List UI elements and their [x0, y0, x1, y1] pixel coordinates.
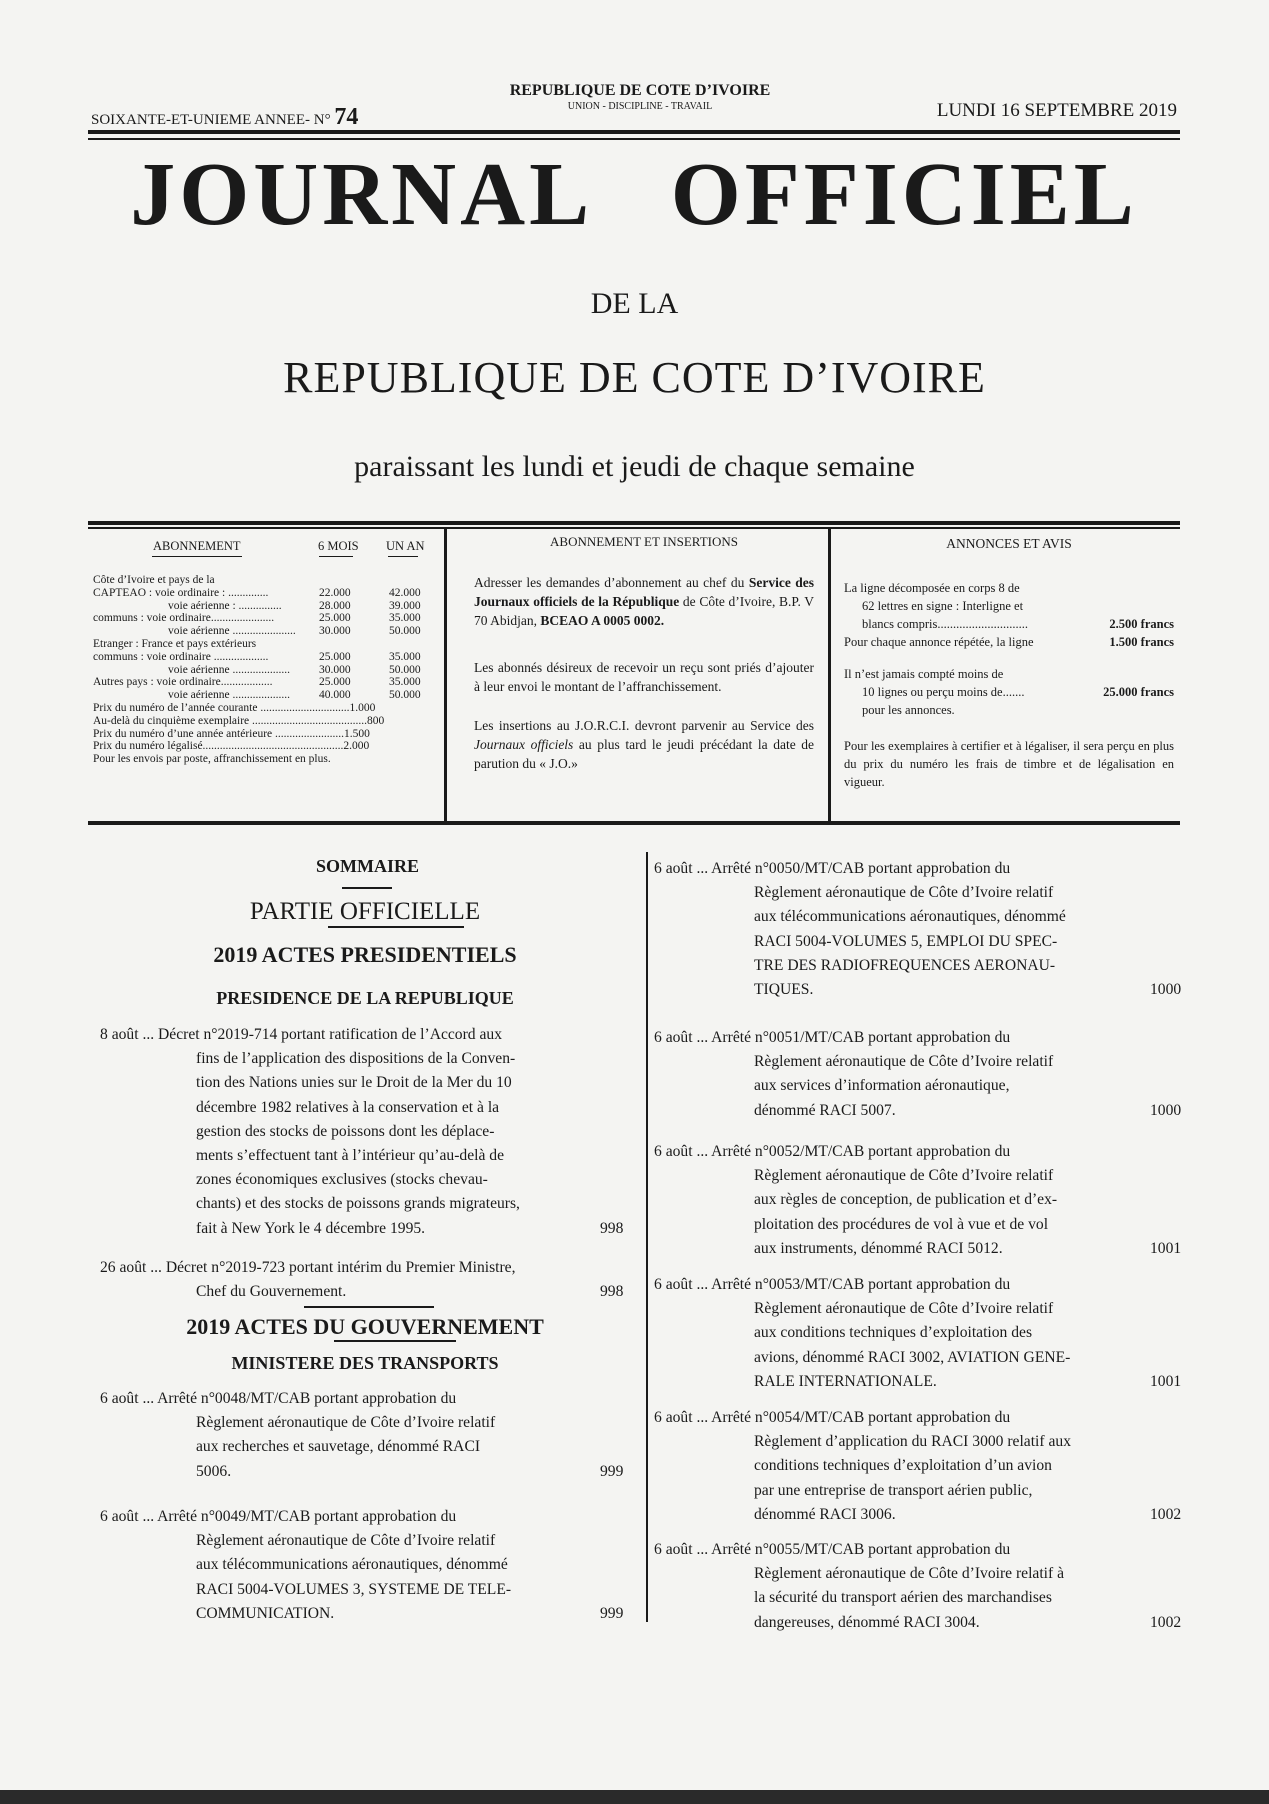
- entry-line: Règlement aéronautique de Côte d’Ivoire relatif: [196, 1414, 496, 1432]
- de-la: DE LA: [590, 287, 679, 320]
- entry-line: avions, dénommé RACI 3002, AVIATION GENE-: [754, 1348, 1071, 1366]
- price-unan: 35.000: [389, 650, 421, 663]
- subscription-row: [93, 612, 438, 625]
- entry-line: dangereuses, dénommé RACI 3004.: [754, 1613, 980, 1631]
- country-name: REPUBLIQUE DE COTE D’IVOIRE: [509, 82, 771, 99]
- entry-line: TIQUES.: [754, 981, 814, 999]
- frequency-line: paraissant les lundi et jeudi de chaque semaine: [354, 450, 915, 483]
- subscription-label: Côte d’Ivoire et pays de la: [93, 574, 215, 586]
- sommaire-entry: [654, 857, 1154, 1002]
- right-line-6: 10 lignes ou perçu moins de....... 25.000 francs: [862, 684, 1174, 699]
- entry-line: zones économiques exclusives (stocks chevau-: [196, 1171, 488, 1189]
- sommaire-entry: [100, 1505, 600, 1626]
- subscription-row: [93, 638, 438, 651]
- price-6mois: 25.000: [319, 676, 351, 689]
- price-6mois: 28.000: [319, 599, 351, 612]
- entry-line: dénommé RACI 5007.: [754, 1101, 896, 1119]
- subscription-label: voie aérienne ....................: [168, 663, 290, 676]
- entry-line: dénommé RACI 3006.: [754, 1505, 896, 1523]
- subscription-label: Etranger : France et pays extérieurs: [93, 637, 257, 650]
- entry-line: aux instruments, dénommé RACI 5012.: [754, 1239, 1003, 1257]
- col-unan: UN AN: [386, 539, 425, 553]
- entry-line: la sécurité du transport aérien des marchandises: [754, 1589, 1052, 1607]
- subscription-label: voie aérienne : ...............: [168, 599, 282, 612]
- price-unan: 50.000: [389, 663, 421, 676]
- entry-line: Règlement aéronautique de Côte d’Ivoire relatif: [754, 1167, 1054, 1185]
- page-number: 998: [600, 1283, 624, 1301]
- price-unan: 39.000: [389, 599, 421, 612]
- sommaire-underline: [342, 887, 392, 889]
- entry-line: décembre 1982 relatives à la conservation et à la: [196, 1098, 500, 1116]
- mid-paragraph-2: Les abonnés désireux de recevoir un reçu sont priés d’ajouter à leur envoi le montant de l’affranchissement.: [474, 659, 814, 694]
- right-line-5: Il n’est jamais compté moins de: [844, 666, 1004, 681]
- entry-line: Règlement aéronautique de Côte d’Ivoire relatif: [754, 884, 1054, 902]
- subscription-row: [93, 676, 438, 689]
- sommaire-entry: [100, 1256, 600, 1304]
- subscription-label: Autres pays : voie ordinaire..................: [93, 676, 273, 689]
- entry-line: Règlement aéronautique de Côte d’Ivoire relatif à: [754, 1565, 1065, 1583]
- page-number: 999: [600, 1604, 624, 1622]
- sommaire-entry: [654, 1406, 1154, 1527]
- issue-number: 74: [334, 104, 359, 130]
- mid-paragraph-1: Adresser les demandes d’abonnement au chef du Service des Journaux officiels de la République de Côte d’Ivoire, B.P. V 70 Abidjan, BCEAO A 0005 0002.: [474, 574, 815, 628]
- subscription-row: [93, 625, 438, 638]
- entry-line: aux règles de conception, de publication et d’ex-: [754, 1191, 1058, 1209]
- price-repeat: 1.500 francs: [1109, 634, 1174, 649]
- subscription-label: communs : voie ordinaire......................: [93, 612, 275, 625]
- entry-line: fins de l’application des dispositions de la Conven-: [196, 1050, 516, 1068]
- underline-6mois: [319, 556, 353, 557]
- sommaire-entry: [654, 1538, 1154, 1635]
- subscription-row: [93, 574, 438, 587]
- abonnement-insertions: [474, 536, 814, 785]
- entry-line: chants) et des stocks de poissons grands migrateurs,: [196, 1195, 520, 1213]
- partie-underline: [328, 926, 464, 928]
- price-6mois: 30.000: [319, 663, 351, 676]
- entry-line: Chef du Gouvernement.: [196, 1283, 347, 1301]
- annonces-avis: [844, 538, 1174, 791]
- entry-line: conditions techniques d’exploitation d’un avion: [754, 1457, 1052, 1475]
- column-separator: [646, 852, 648, 1622]
- entry-line: ploitation des procédures de vol à vue et de vol: [754, 1215, 1049, 1233]
- price-6mois: 40.000: [319, 689, 351, 702]
- subscription-header: [93, 540, 438, 562]
- right-line-3: blancs compris............................. 2.500 francs: [862, 616, 1174, 631]
- right-line-2: 62 lettres en signe : Interligne et: [862, 598, 1024, 613]
- scan-edge: [0, 1790, 1269, 1804]
- year-text: SOIXANTE-ET-UNIEME ANNEE- N°: [91, 112, 331, 128]
- entry-line: Règlement d’application du RACI 3000 relatif aux: [754, 1433, 1071, 1451]
- price-line: 2.500 francs: [1109, 616, 1174, 631]
- price-unan: 42.000: [389, 586, 421, 599]
- entry-line: RACI 5004-VOLUMES 5, EMPLOI DU SPEC-: [754, 932, 1058, 950]
- page-number: 1002: [1150, 1613, 1182, 1631]
- entry-line: aux conditions techniques d’exploitation des: [754, 1324, 1033, 1342]
- entry-line: aux télécommunications aéronautiques, dénommé: [754, 908, 1066, 926]
- entry-line: COMMUNICATION.: [196, 1604, 335, 1622]
- price-unan: 50.000: [389, 689, 421, 702]
- entry-line: aux services d’information aéronautique,: [754, 1077, 1010, 1095]
- sommaire-title: SOMMAIRE: [316, 856, 419, 876]
- entry-line: Règlement aéronautique de Côte d’Ivoire relatif: [754, 1053, 1054, 1071]
- subscription-label: communs : voie ordinaire ...................: [93, 650, 269, 663]
- subscription-label: voie aérienne ......................: [168, 625, 296, 638]
- entry-line: Règlement aéronautique de Côte d’Ivoire relatif: [196, 1532, 496, 1550]
- header-rule-thick: [88, 130, 1180, 134]
- issue-line: [91, 104, 358, 131]
- box-top-rule: [88, 521, 1180, 525]
- price-6mois: 25.000: [319, 612, 351, 625]
- page-number: 1001: [1150, 1239, 1182, 1257]
- section-divider: [304, 1306, 434, 1308]
- right-line-4: Pour chaque annonce répétée, la ligne 1.500 francs: [844, 634, 1174, 649]
- col-abonnement: ABONNEMENT: [153, 539, 241, 553]
- entry-heading: 8 août ... Décret n°2019-714 portant ratification de l’Accord aux: [100, 1026, 503, 1043]
- page-number: 1001: [1150, 1372, 1182, 1390]
- box-separator-1: [444, 528, 447, 821]
- subscription-label: CAPTEAO : voie ordinaire : ..............: [93, 586, 269, 599]
- entry-heading: 6 août ... Arrêté n°0048/MT/CAB portant approbation du: [100, 1390, 457, 1407]
- price-unan: 35.000: [389, 612, 421, 625]
- entry-heading: 6 août ... Arrêté n°0053/MT/CAB portant approbation du: [654, 1276, 1011, 1293]
- subscription-rows: [93, 574, 438, 702]
- price-6mois: 30.000: [319, 625, 351, 638]
- journal-title: JOURNAL OFFICIEL: [130, 145, 1138, 244]
- entry-line: aux télécommunications aéronautiques, dénommé: [196, 1556, 508, 1574]
- entry-line: RACI 5004-VOLUMES 3, SYSTEME DE TELE-: [196, 1580, 512, 1598]
- subscription-row: [93, 664, 438, 677]
- entry-line: par une entreprise de transport aérien public,: [754, 1481, 1033, 1499]
- entry-line: gestion des stocks de poissons dont les déplace-: [196, 1122, 495, 1140]
- subscription-row: [93, 651, 438, 664]
- page-number: 999: [600, 1462, 624, 1480]
- actes-presidentiels: 2019 ACTES PRESIDENTIELS: [213, 942, 517, 967]
- subscription-label: voie aérienne ....................: [168, 689, 290, 702]
- underline-abonnement: [152, 556, 242, 557]
- sommaire-entry: [654, 1026, 1154, 1123]
- entry-line: 5006.: [196, 1462, 232, 1480]
- issue-date: LUNDI 16 SEPTEMBRE 2019: [936, 100, 1177, 121]
- underline-unan: [388, 556, 418, 557]
- price-6mois: 22.000: [319, 586, 351, 599]
- header-rule-thin: [88, 138, 1180, 140]
- price-line-item: Au-delà du cinquième exemplaire ........................................800: [93, 714, 385, 727]
- price-6mois: 25.000: [319, 650, 351, 663]
- subscription-table: [93, 540, 438, 766]
- presidence-heading: PRESIDENCE DE LA REPUBLIQUE: [216, 988, 514, 1008]
- entry-line: fait à New York le 4 décembre 1995.: [196, 1219, 426, 1237]
- page-number: 1000: [1150, 1101, 1182, 1119]
- right-heading: ANNONCES ET AVIS: [946, 536, 1072, 551]
- price-unan: 35.000: [389, 676, 421, 689]
- entry-line: aux recherches et sauvetage, dénommé RACI: [196, 1438, 481, 1456]
- col-6mois: 6 MOIS: [318, 539, 359, 553]
- entry-heading: 6 août ... Arrêté n°0052/MT/CAB portant approbation du: [654, 1143, 1011, 1160]
- right-line-7: pour les annonces.: [862, 702, 955, 717]
- box-bottom-rule: [88, 821, 1180, 825]
- sommaire-entry: [654, 1140, 1154, 1261]
- price-line-item: Prix du numéro d’une année antérieure ........................1.500: [93, 727, 370, 740]
- price-line-item: Prix du numéro légalisé.................................................2.000: [93, 740, 370, 753]
- entry-line: Règlement aéronautique de Côte d’Ivoire relatif: [754, 1300, 1054, 1318]
- entry-line: TRE DES RADIOFREQUENCES AERONAU-: [754, 956, 1056, 974]
- price-line-item: Pour les envois par poste, affranchissement en plus.: [93, 753, 331, 766]
- price-lines: [93, 702, 438, 766]
- entry-heading: 6 août ... Arrêté n°0054/MT/CAB portant approbation du: [654, 1409, 1011, 1426]
- sommaire-entry: [100, 1387, 600, 1484]
- subscription-row: [93, 600, 438, 613]
- subscription-row: [93, 587, 438, 600]
- price-minimum: 25.000 francs: [1103, 684, 1174, 699]
- republic-title: REPUBLIQUE DE COTE D’IVOIRE: [283, 353, 986, 402]
- page-number: 1002: [1150, 1505, 1182, 1523]
- header-country: [470, 82, 810, 112]
- right-line-8: Pour les exemplaires à certifier et à légaliser, il sera perçu en plus du prix du numéro les frais de timbre et de légalisation en vigueur.: [844, 738, 1174, 789]
- entry-line: RALE INTERNATIONALE.: [754, 1372, 937, 1390]
- entry-line: tion des Nations unies sur le Droit de la Mer du 10: [196, 1074, 512, 1092]
- mid-paragraph-3: Les insertions au J.O.R.C.I. devront parvenir au Service des Journaux officiels au plus tard le jeudi précédant la date de parution du « J.O.»: [474, 717, 815, 771]
- partie-officielle: PARTIE OFFICIELLE: [249, 898, 481, 925]
- sommaire-entry: [654, 1273, 1154, 1394]
- page-number: 998: [600, 1219, 624, 1237]
- page-number: 1000: [1150, 981, 1182, 998]
- right-line-1: La ligne décomposée en corps 8 de: [844, 580, 1020, 595]
- mid-heading: ABONNEMENT ET INSERTIONS: [550, 534, 738, 549]
- ministere-heading: MINISTERE DES TRANSPORTS: [231, 1353, 499, 1373]
- entry-heading: 26 août ... Décret n°2019-723 portant intérim du Premier Ministre,: [100, 1259, 516, 1276]
- entry-heading: 6 août ... Arrêté n°0050/MT/CAB portant approbation du: [654, 860, 1011, 877]
- price-line-item: Prix du numéro de l’année courante ...............................1.000: [93, 701, 376, 714]
- sommaire-entry: [100, 1023, 600, 1241]
- country-motto: UNION - DISCIPLINE - TRAVAIL: [567, 101, 713, 112]
- box-top-rule-thin: [88, 527, 1180, 529]
- subscription-row: [93, 689, 438, 702]
- price-unan: 50.000: [389, 625, 421, 638]
- actes-gouvernement: 2019 ACTES DU GOUVERNEMENT: [186, 1314, 544, 1339]
- gouvernement-underline: [334, 1340, 456, 1342]
- entry-heading: 6 août ... Arrêté n°0049/MT/CAB portant approbation du: [100, 1508, 457, 1525]
- entry-heading: 6 août ... Arrêté n°0055/MT/CAB portant approbation du: [654, 1541, 1011, 1558]
- entry-heading: 6 août ... Arrêté n°0051/MT/CAB portant approbation du: [654, 1029, 1011, 1046]
- box-separator-2: [828, 528, 831, 821]
- entry-line: ments s’effectuent tant à l’intérieur qu’au-delà de: [196, 1147, 504, 1165]
